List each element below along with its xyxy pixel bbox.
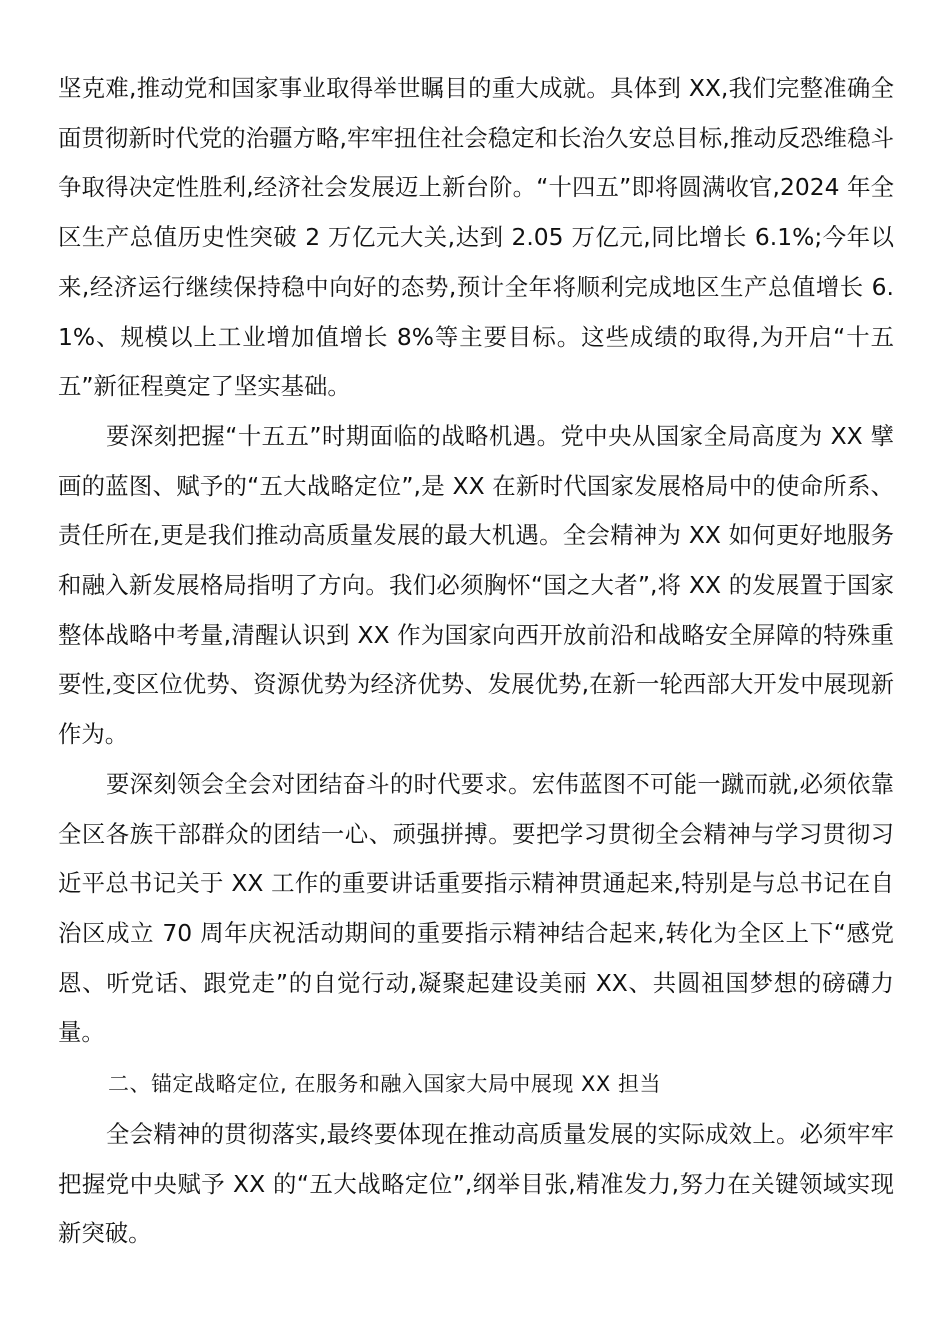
section-heading: 二、锚定战略定位, 在服务和融入国家大局中展现 XX 担当 (108, 1072, 661, 1097)
paragraph-implementation: 全会精神的贯彻落实,最终要体现在推动高质量发展的实际成效上。必须牢牢把握党中央赋予 XX 的“五大战略定位”,纲举目张,精准发力,努力在关键领域实现新突破。 (58, 1120, 894, 1248)
paragraph-strategic-opportunity: 要深刻把握“十五五”时期面临的战略机遇。党中央从国家全局高度为 XX 擘画的蓝图、赋予的“五大战略定位”,是 XX 在新时代国家发展格局中的使命所系、责任所在,更是我们推动高质量发展的最大机遇。全会精神为 XX 如何更好地服务和融入新发展格局指明了方向。我们必须胸怀“国之大者”,将 XX 的发展置于国家整体战略中考量,清醒认识到 XX 作为国家向西开放前沿和战略安全屏障的特殊重要性,变区位优势、资源优势为经济优势、发展优势,在新一轮西部大开发中展现新作为。 (58, 421, 894, 749)
paragraph-achievements: 坚克难,推动党和国家事业取得举世瞩目的重大成就。具体到 XX,我们完整准确全面贯彻新时代党的治疆方略,牢牢扭住社会稳定和长治久安总目标,推动反恐维稳斗争取得决定性胜利,经济社会发展迈上新台阶。“十四五”即将圆满收官,2024 年全区生产总值历史性突破 2 万亿元大关,达到 2.05 万亿元,同比增长 6.1%;今年以来,经济运行继续保持稳中向好的态势,预计全年将顺利完成地区生产总值增长 6.1%、规模以上工业增加值增长 8%等主要目标。这些成绩的取得,为开启“十五五”新征程奠定了坚实基础。 (58, 74, 894, 401)
paragraph-unity-requirement: 要深刻领会全会对团结奋斗的时代要求。宏伟蓝图不可能一蹴而就,必须依靠全区各族干部群众的团结一心、顽强拼搏。要把学习贯彻全会精神与学习贯彻习近平总书记关于 XX 工作的重要讲话重要指示精神贯通起来,特别是与总书记在自治区成立 70 周年庆祝活动期间的重要指示精神结合起来,转化为全区上下“感党恩、听党话、跟党走”的自觉行动,凝聚起建设美丽 XX、共圆祖国梦想的磅礴力量。 (58, 769, 894, 1047)
document-page (58, 64, 894, 1259)
